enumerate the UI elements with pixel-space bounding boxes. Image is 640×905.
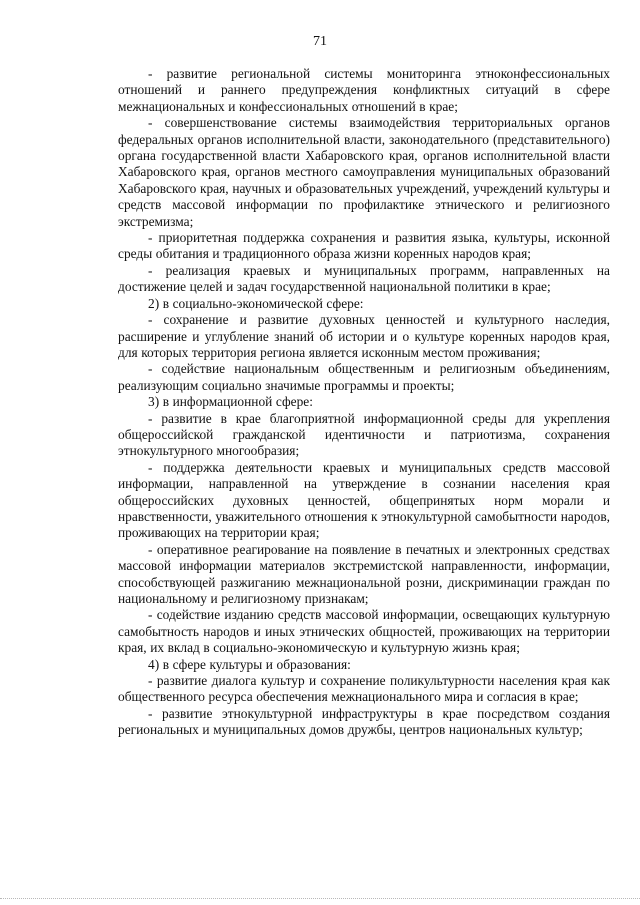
paragraph-15: - развитие этнокультурной инфраструктуры в крае посредством создания региональных и муниципальных домов дружбы, центров национальных культур; (118, 705, 610, 738)
paragraph-4: - реализация краевых и муниципальных программ, направленных на достижение целей и задач государственной национальной политики в крае; (118, 262, 610, 295)
paragraph-7: - содействие национальным общественным и религиозным объединениям, реализующим социально значимые программы и проекты; (118, 361, 610, 393)
paragraph-12: - содействие изданию средств массовой информации, освещающих культурную самобытность народов и иных этнических общностей, проживающих на территории края, их вклад в социально-экономическую и культурную жизнь края; (118, 607, 610, 656)
paragraph-11: - оперативное реагирование на появление в печатных и электронных средствах массовой информации материалов экстремистской направленности, информации, способствующей разжиганию межнациональной розни, дискриминации граждан по национальному и религиозному признакам; (118, 541, 610, 606)
paragraph-10: - поддержка деятельности краевых и муниципальных средств массовой информации, направленной на утверждение в сознании населения края общероссийских духовных ценностей, общепринятых норм морали и нравственности, уважительного отношения к этнокультурной самобытности народов, проживающих на территории края; (118, 459, 610, 541)
paragraph-6: - сохранение и развитие духовных ценностей и культурного наследия, расширение и углубление знаний об истории и о культуре коренных народов края, для которых территория региона является исконным местом проживания; (118, 312, 610, 360)
paragraph-1: - развитие региональной системы мониторинга этноконфессиональных отношений и раннего предупреждения конфликтных ситуаций в сфере межнациональных и конфессиональных отношений в крае; (118, 66, 610, 114)
paragraph-14: - развитие диалога культур и сохранение поликультурности населения края как общественного ресурса обеспечения межнационального мира и согласия в крае; (118, 673, 610, 705)
scan-edge-line (0, 898, 640, 899)
paragraph-2: - совершенствование системы взаимодействия территориальных органов федеральных органов исполнительной власти, законодательного (представительного) органа государственной власти Хабаровского края, органов исполнительной власти Хабаровского края, органов местного самоуправления муниципальных образований Хабаровского края, научных и образовательных учреждений, учреждений культуры и средств массовой информации по профилактике этнического и религиозного экстремизма; (118, 115, 610, 229)
paragraph-9: - развитие в крае благоприятной информационной среды для укрепления общероссийской гражданской идентичности и патриотизма, сохранения этнокультурного многообразия; (118, 410, 610, 459)
section-heading-socio-economic: 2) в социально-экономической сфере: (148, 295, 364, 311)
page-number: 71 (313, 34, 327, 49)
section-heading-information: 3) в информационной сфере: (148, 394, 313, 410)
paragraph-3: - приоритетная поддержка сохранения и развития языка, культуры, исконной среды обитания и традиционного образа жизни коренных народов края; (118, 230, 610, 262)
document-body (118, 66, 610, 739)
section-heading-culture-education: 4) в сфере культуры и образования: (148, 656, 351, 672)
